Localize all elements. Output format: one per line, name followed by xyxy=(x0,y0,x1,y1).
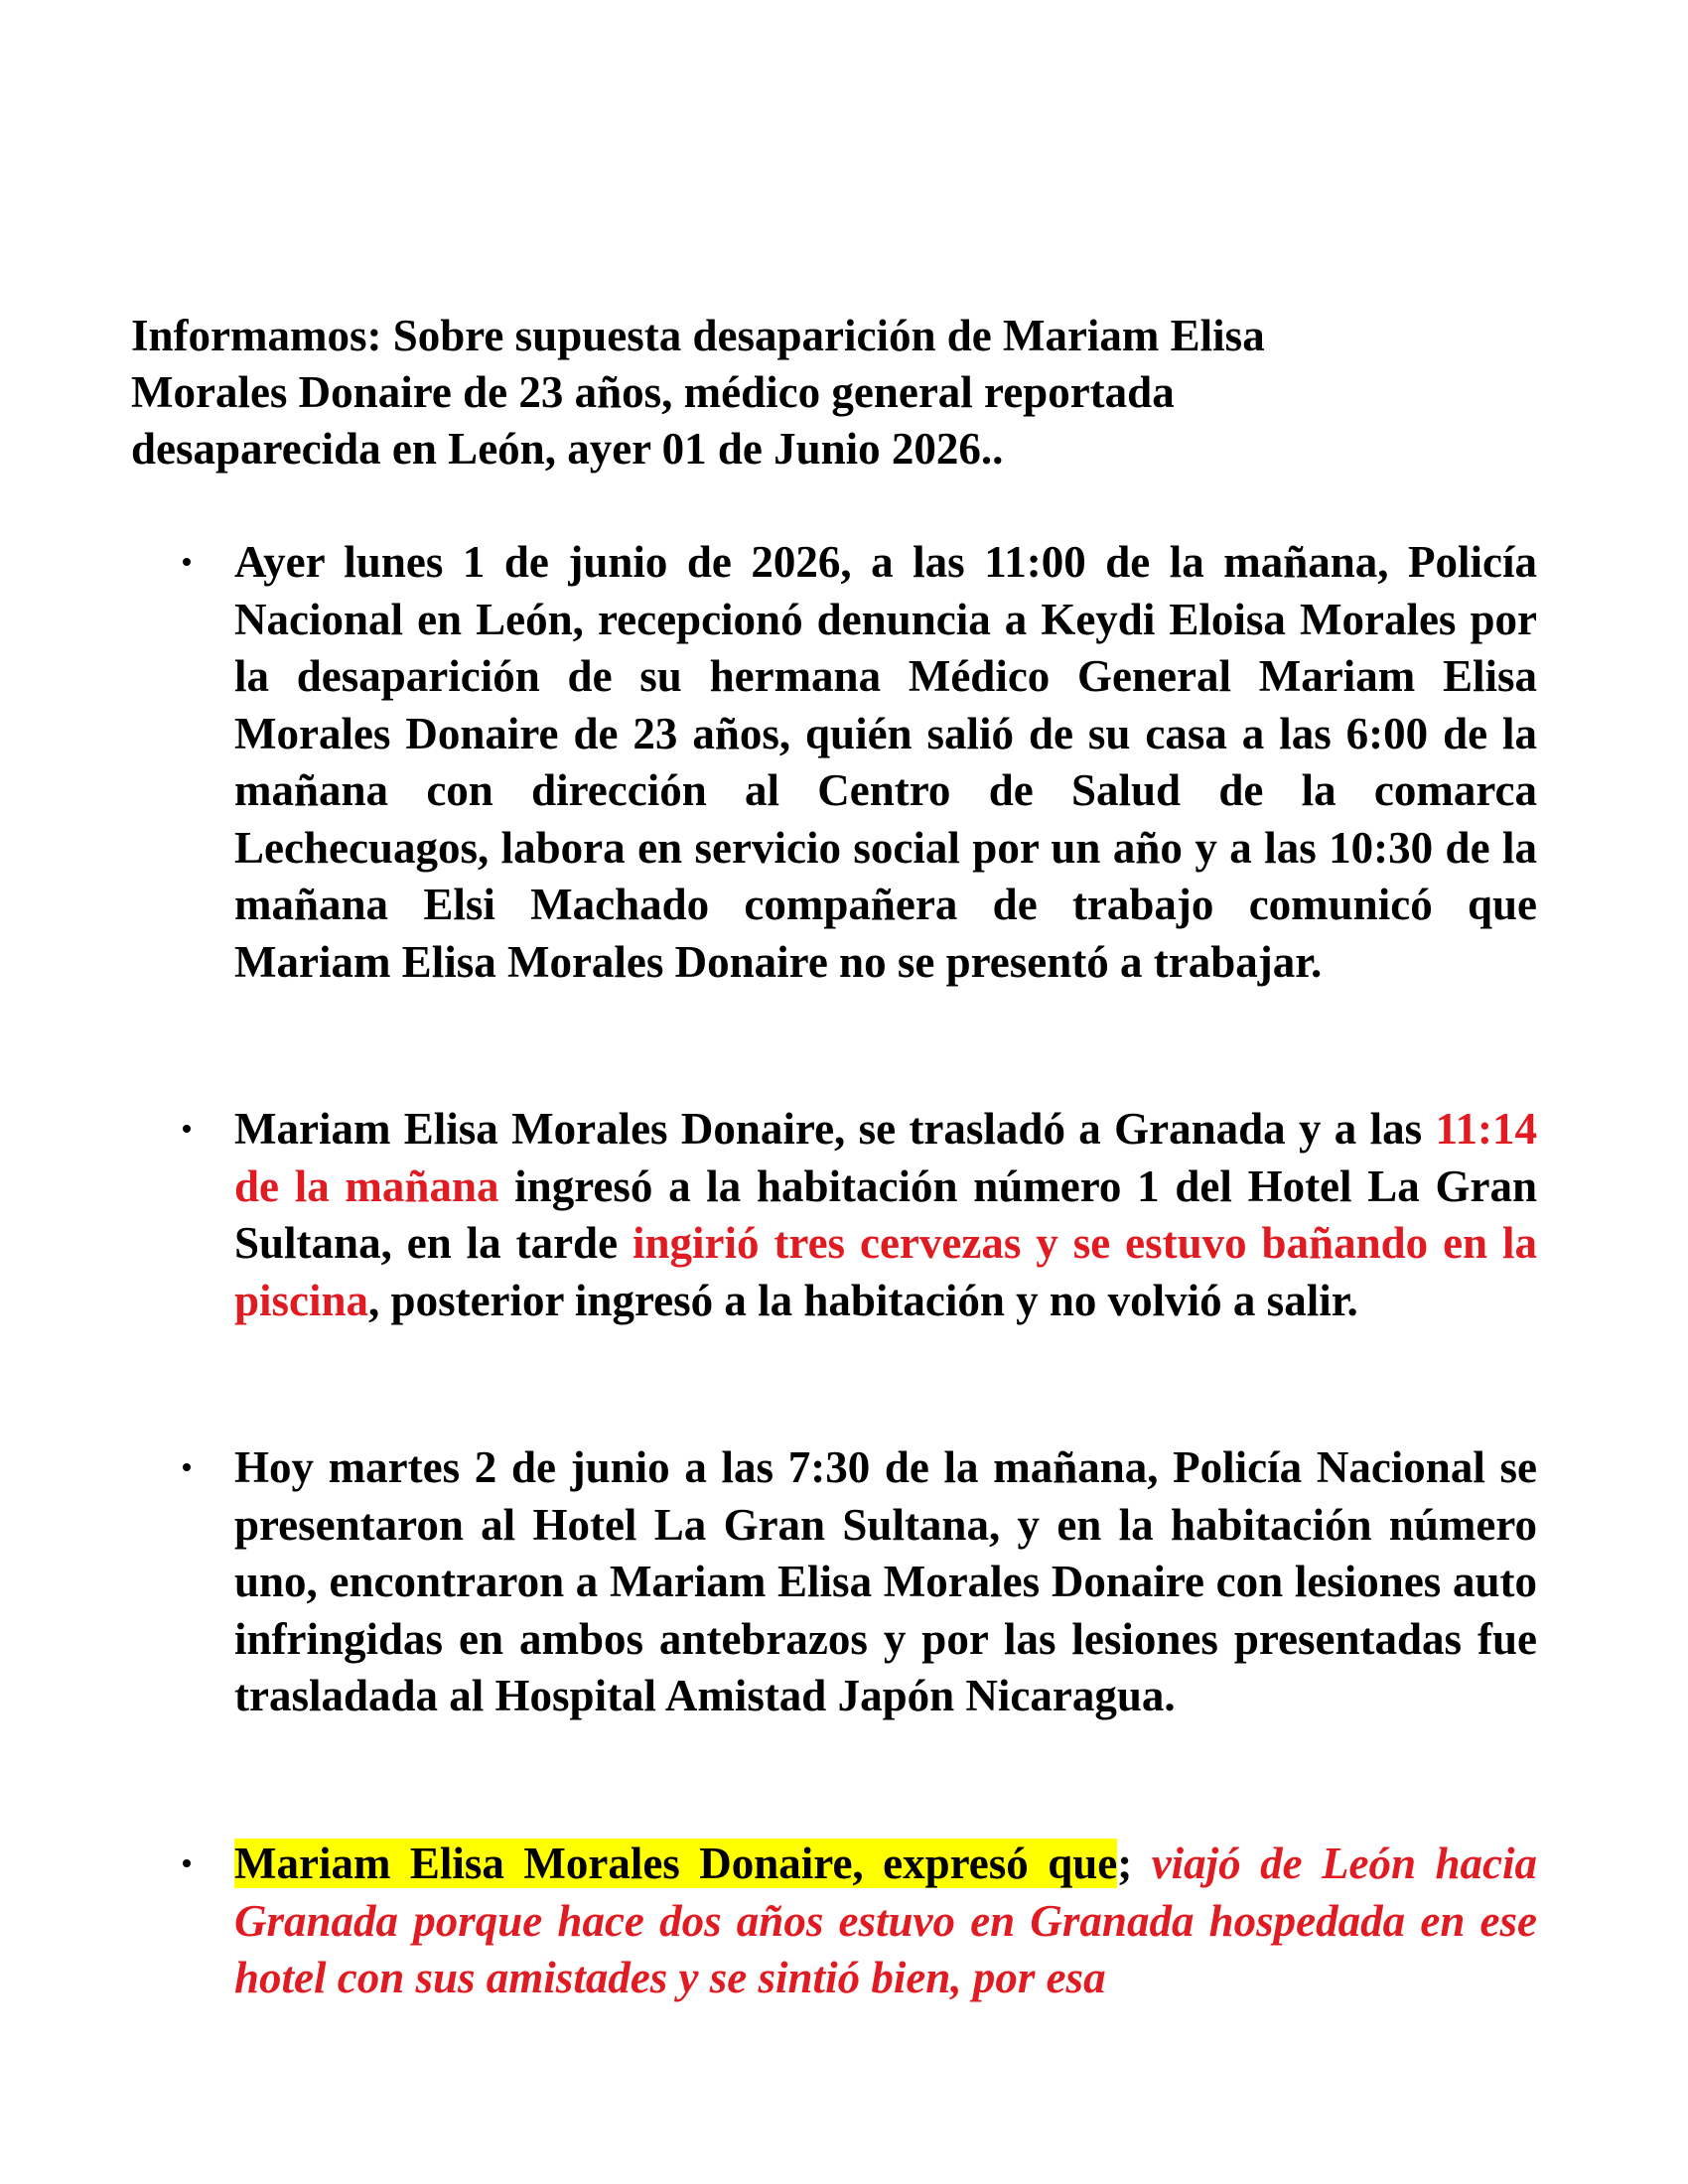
bullet-text-segment: , posterior ingresó a la habitación y no volvió a salir. xyxy=(368,1275,1358,1325)
bullet-icon xyxy=(183,1463,191,1471)
highlighted-text: Mariam Elisa Morales Donaire, expresó que xyxy=(234,1839,1118,1888)
bullet-icon xyxy=(183,558,191,566)
bullet-text-segment: ingresó a la habitación número 1 del Hotel La Gran Sultana, en la tarde xyxy=(234,1160,1537,1268)
bullet-icon xyxy=(183,1859,191,1867)
bullet-text-segment: ; xyxy=(1117,1839,1152,1888)
document-heading: Informamos: Sobre supuesta desaparición de Mariam Elisa Morales Donaire de 23 años, médico general reportada desaparecida en León, ayer 01 de Junio 2026.. xyxy=(131,311,1265,474)
bullet-text: Ayer lunes 1 de junio de 2026, a las 11:00 de la mañana, Policía Nacional en León, recepcionó denuncia a Keydi Eloisa Morales por la desaparición de su hermana Médico General Mariam Elisa Morales Donaire de 23 años, quién salió de su casa a las 6:00 de la mañana con dirección al Centro de Salud de la comarca Lechecuagos, labora en servicio social por un año y a las 10:30 de la mañana Elsi Machado compañera de trabajo comunicó que Mariam Elisa Morales Donaire no se presentó a trabajar. xyxy=(234,537,1537,987)
red-emphasis-text: ingirió tres cervezas y se estuvo bañando en la piscina xyxy=(234,1218,1537,1325)
red-italic-quote-text: viajó de León hacia Granada porque hace dos años estuvo en Granada hospedada en ese hotel con sus amistades y se sintió bien, por esa xyxy=(234,1839,1537,2002)
bullet-text xyxy=(234,1101,1537,1329)
red-emphasis-text: 11:14 de la mañana xyxy=(234,1104,1537,1211)
bullet-icon xyxy=(183,1125,191,1133)
bullet-text: Hoy martes 2 de junio a las 7:30 de la mañana, Policía Nacional se presentaron al Hotel La Gran Sultana, y en la habitación número uno, encontraron a Mariam Elisa Morales Donaire con lesiones auto infringidas en ambos antebrazos y por las lesiones presentadas fue trasladada al Hospital Amistad Japón Nicaragua. xyxy=(234,1442,1537,1720)
bullet-text-segment: Mariam Elisa Morales Donaire, se trasladó a Granada y a las xyxy=(234,1104,1436,1154)
bullet-text xyxy=(234,1836,1537,2007)
